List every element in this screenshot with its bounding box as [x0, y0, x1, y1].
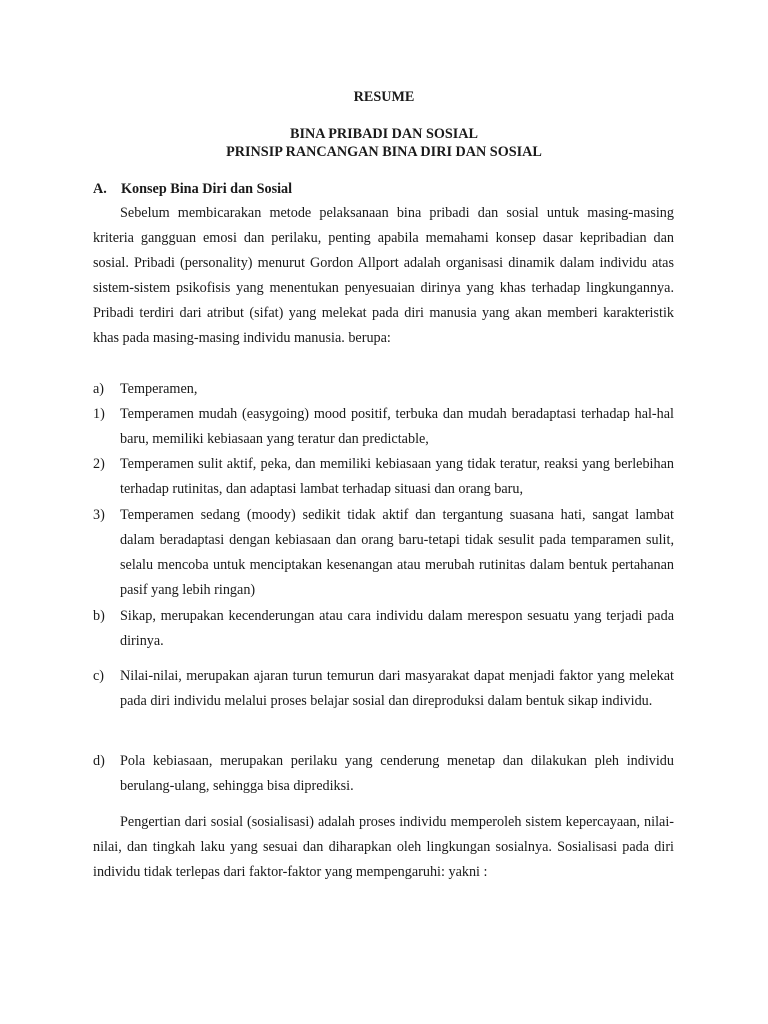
list-text: Temperamen sulit aktif, peka, dan memiliki kebiasaan yang tidak teratur, reaksi yang berlebihan terhadap rutinitas, dan adaptasi lambat terhadap situasi dan orang baru, — [120, 456, 674, 497]
list-item — [93, 377, 674, 402]
list-item — [93, 749, 674, 799]
list-marker: a) — [93, 381, 105, 397]
section-a-marker: A. — [93, 181, 107, 197]
document-title: RESUME — [353, 89, 415, 105]
list-text: Sikap, merupakan kecenderungan atau cara individu dalam merespon sesuatu yang terjadi pada dirinya. — [120, 608, 674, 649]
list-marker: 1) — [93, 406, 105, 422]
list-text: Temperamen sedang (moody) sedikit tidak aktif dan tergantung suasana hati, sangat lambat dalam beradaptasi dengan kebiasaan dan orang baru-tetapi tidak sesulit pada temparamen sulit, selalu mencoba untuk menciptakan kesenangan atau merubah rutinitas dalam bentuk pertahanan pasif yang lebih ringan) — [120, 507, 674, 598]
section-a-heading — [93, 179, 674, 199]
document-subtitle-1: BINA PRIBADI DAN SOSIAL — [289, 126, 479, 142]
list-marker: b) — [93, 608, 105, 624]
list-marker: c) — [93, 668, 105, 684]
list-marker: 2) — [93, 456, 105, 472]
list-text: Temperamen, — [120, 381, 198, 397]
section-a-title: Konsep Bina Diri dan Sosial — [121, 181, 293, 197]
list-item — [93, 402, 674, 452]
list-marker: d) — [93, 753, 105, 769]
list-marker: 3) — [93, 507, 105, 523]
list-text: Pola kebiasaan, merupakan perilaku yang cenderung menetap dan dilakukan pleh individu berulang-ulang, sehingga bisa diprediksi. — [120, 753, 674, 794]
list-item — [93, 664, 674, 714]
list-item — [93, 452, 674, 502]
paragraph-1: Sebelum membicarakan metode pelaksanaan bina pribadi dan sosial untuk masing-masing kriteria gangguan emosi dan perilaku, penting apabila memahami konsep dasar kepribadian dan sosial. Pribadi (personality) menurut Gordon Allport adalah organisasi dinamik dalam individu atas sistem-sistem psikofisis yang menentukan penyesuaian dirinya yang khas terhadap lingkungannya. Pribadi terdiri dari atribut (sifat) yang melekat pada diri manusia yang akan memberi karakteristik khas pada masing-masing individu manusia. berupa: — [93, 205, 674, 346]
paragraph-2: Pengertian dari sosial (sosialisasi) adalah proses individu memperoleh sistem kepercayaan, nilai-nilai, dan tingkah laku yang sesuai dan diharapkan oleh lingkungan sosialnya. Sosialisasi pada diri individu tidak terlepas dari faktor-faktor yang mempengaruhi: yakni : — [93, 814, 674, 880]
list-text: Nilai-nilai, merupakan ajaran turun temurun dari masyarakat dapat menjadi faktor yang melekat pada diri individu melalui proses belajar sosial dan direproduksi dalam bentuk sikap individu. — [120, 668, 674, 709]
list-item — [93, 604, 674, 654]
document-subtitle-2: PRINSIP RANCANGAN BINA DIRI DAN SOSIAL — [226, 144, 542, 160]
list-item — [93, 503, 674, 603]
list-text: Temperamen mudah (easygoing) mood positif, terbuka dan mudah beradaptasi terhadap hal-hal baru, memiliki kebiasaan yang teratur dan predictable, — [120, 406, 674, 447]
